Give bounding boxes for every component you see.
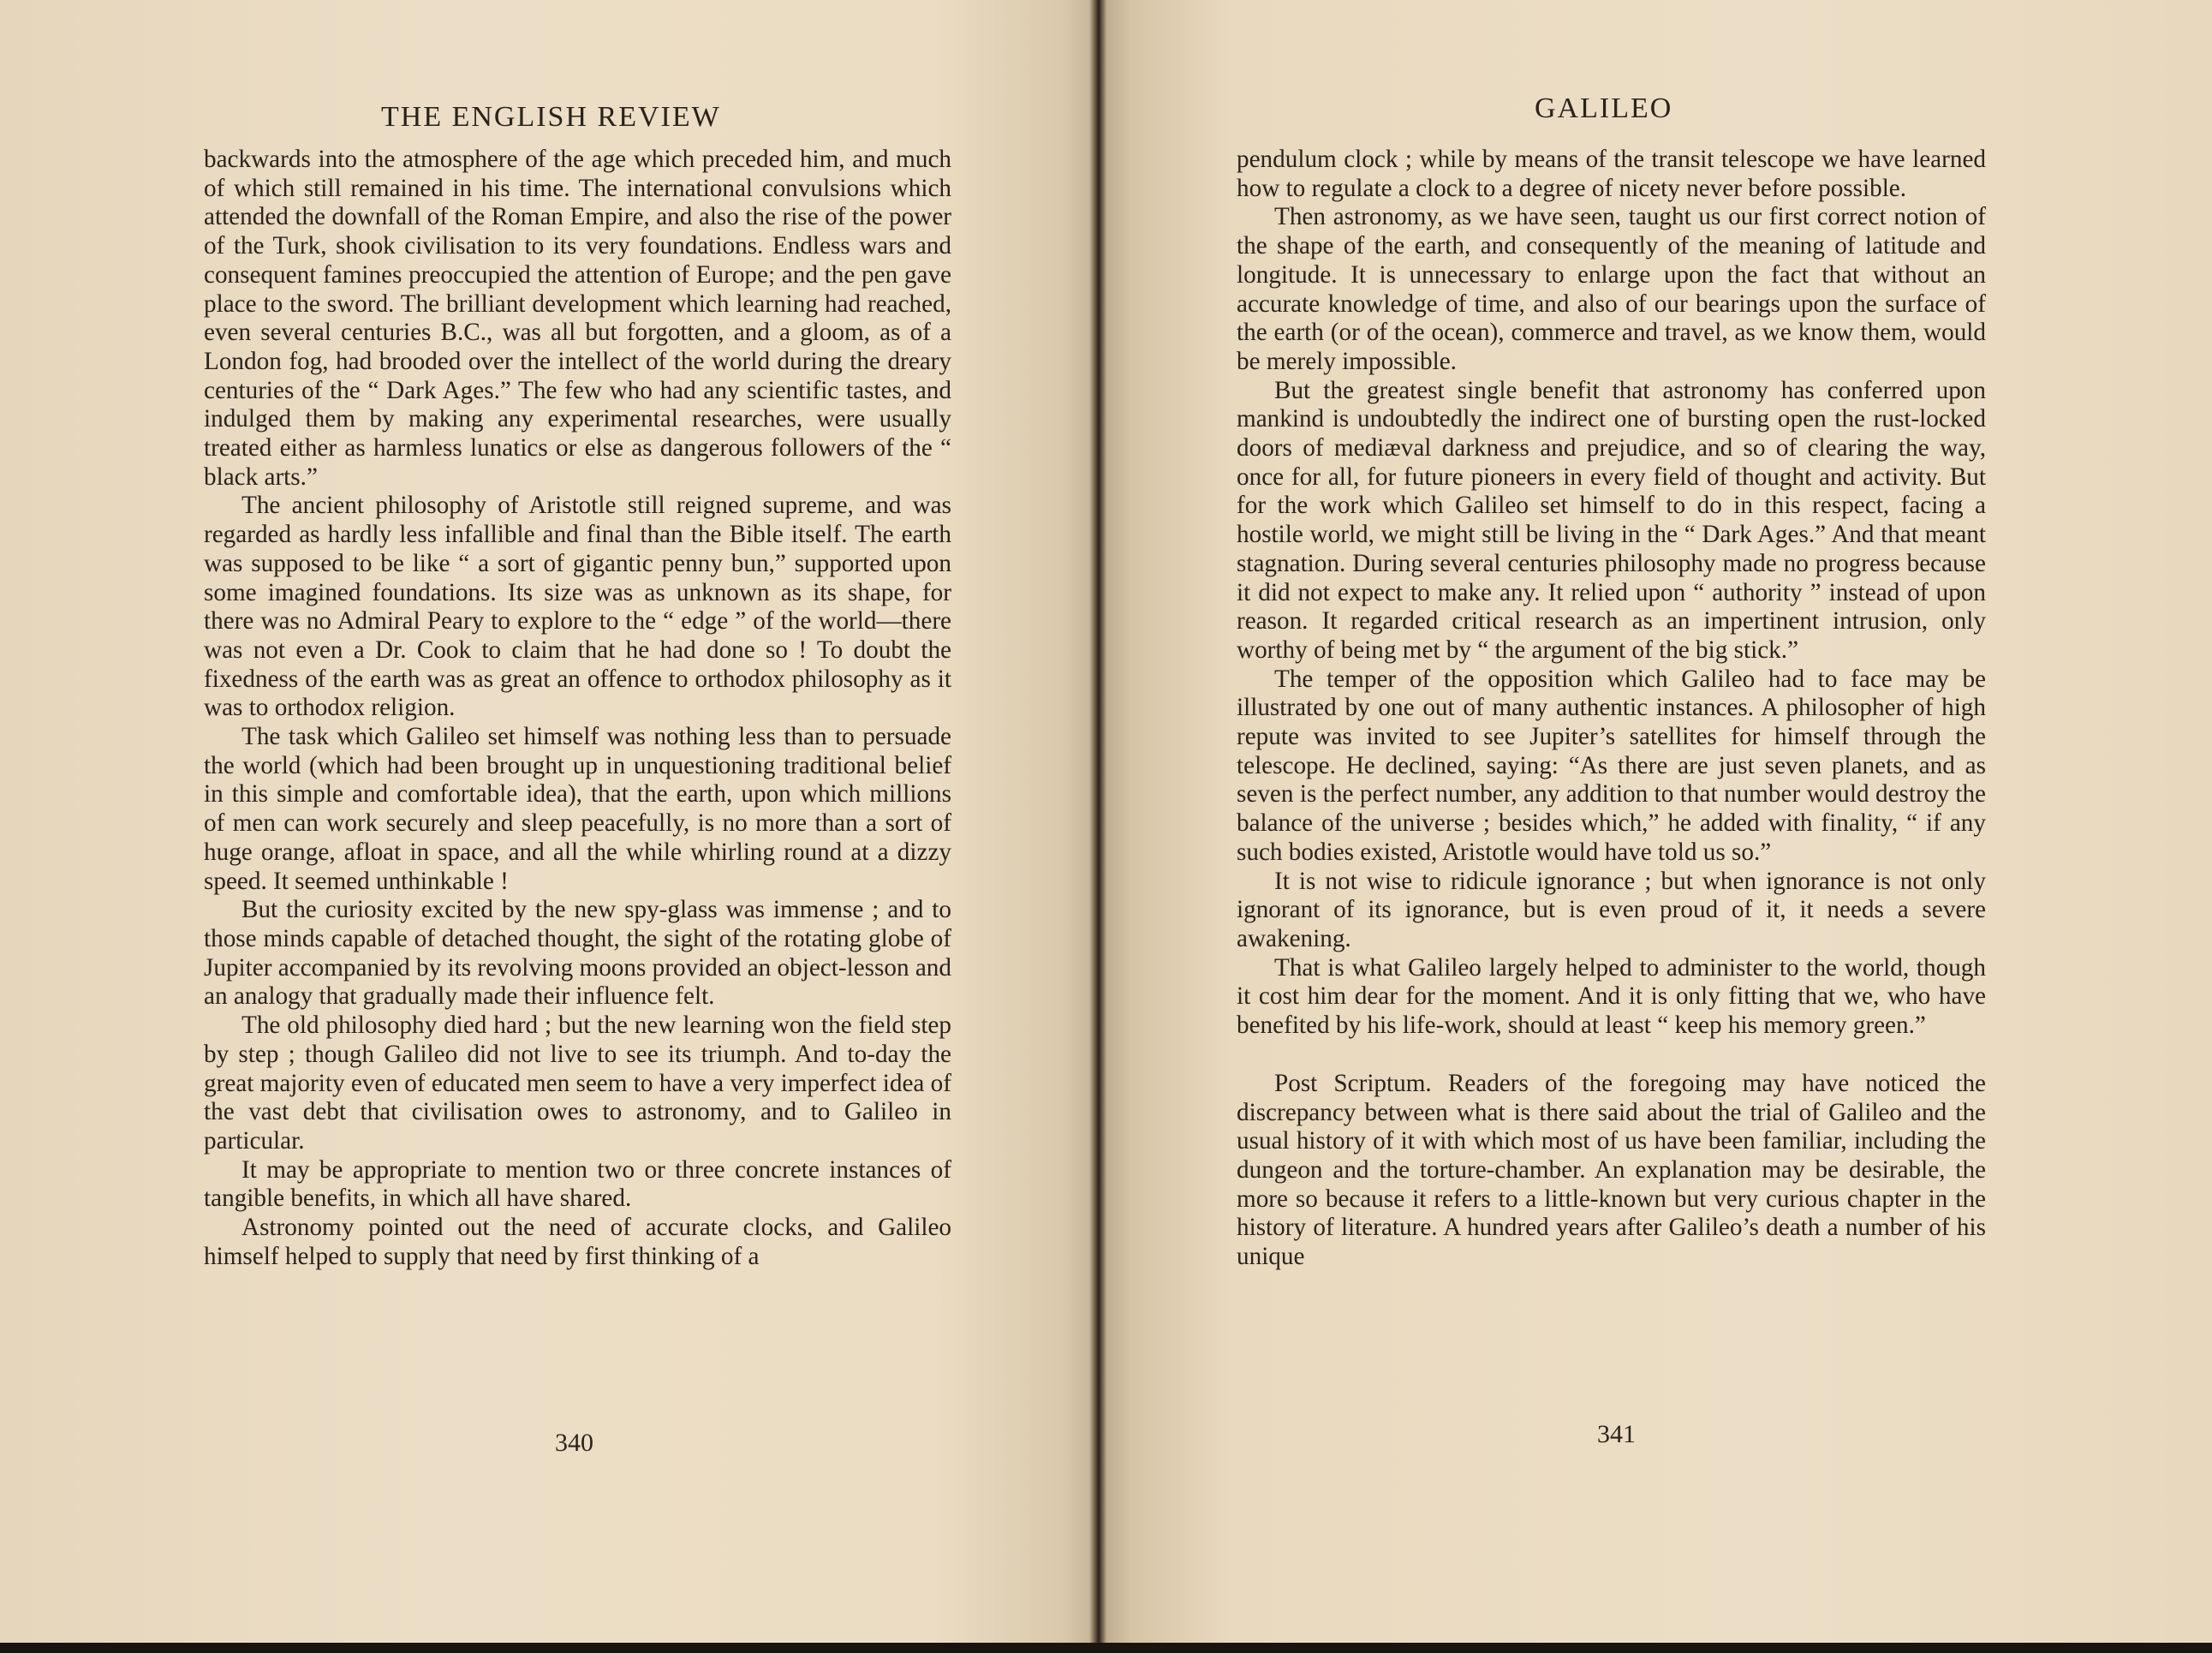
left-paragraph-5: The old philosophy died hard ; but the new learning won the field step by step ; though Galileo did not live to see its triumph. And to-day the great majority even of educated men seem to have a very imperfect idea of the vast debt that civilisation owes to astronomy, and to Galileo in particular. (204, 1011, 951, 1155)
left-paragraph-7: Astronomy pointed out the need of accurate clocks, and Galileo himself helped to supply that need by first thinking of a (204, 1214, 951, 1270)
right-page (1098, 0, 2212, 1643)
left-paragraph-6: It may be appropriate to mention two or three concrete instances of tangible benefits, in which all have shared. (204, 1155, 951, 1213)
left-page-number: 340 (555, 1429, 593, 1457)
right-paragraph-3: But the greatest single benefit that astronomy has conferred upon mankind is undoubtedly the indirect one of bursting open the rust-locked doors of mediæval darkness and prejudice, and so of clearing the way, once for all, for future pioneers in every field of thought and activity. But for the work which Galileo set himself to do in this respect, facing a hostile world, we might still be living in the “ Dark Ages.” And that meant stagnation. During several centuries philosophy made no progress because it did not expect to make any. It relied upon “ authority ” instead of upon reason. It regarded critical research as an impertinent intrusion, only worthy of being met by “ the argument of the big stick.” (1237, 376, 1986, 664)
left-paragraph-2: The ancient philosophy of Aristotle still reigned supreme, and was regarded as hardly less infallible and final than the Bible itself. The earth was supposed to be like “ a sort of gigantic penny bun,” supported upon some imagined foundations. Its size was as unknown as its shape, for there was no Admiral Peary to explore to the “ edge ” of the world—there was not even a Dr. Cook to claim that he had done so ! To doubt the fixedness of the earth was as great an offence to orthodox philosophy as it was to orthodox religion. (204, 492, 951, 722)
right-paragraph-2: Then astronomy, as we have seen, taught us our first correct notion of the shape of the earth, and consequently of the meaning of latitude and longitude. It is unnecessary to enlarge upon the fact that without an accurate knowledge of time, and also of our bearings upon the surface of the earth (or of the ocean), commerce and travel, as we know them, would be merely impossible. (1237, 203, 1986, 375)
right-paragraph-postscript: Post Scriptum. Readers of the foregoing may have noticed the discrepancy between what is there said about the trial of Galileo and the usual history of it with which most of us have been familiar, including the dungeon and the torture-chamber. An explanation may be desirable, the more so because it refers to a little-known but very curious chapter in the history of literature. A hundred years after Galileo’s death a number of his unique (1237, 1069, 1986, 1271)
book-gutter (1089, 0, 1106, 1653)
bottom-edge (0, 1643, 2212, 1653)
left-running-head: THE ENGLISH REVIEW (381, 101, 721, 133)
right-paragraph-4: The temper of the opposition which Galileo had to face may be illustrated by one out of many authentic instances. A philosopher of high repute was invited to see Jupiter’s satellites for himself through the telescope. He declined, saying: “As there are just seven planets, and as seven is the perfect number, any addition to that number would destroy the balance of the universe ; besides which,” he added with finality, “ if any such bodies existed, Aristotle would have told us so.” (1237, 665, 1986, 866)
right-text-block (1237, 146, 1986, 1272)
right-page-number: 341 (1597, 1420, 1636, 1448)
left-paragraph-3: The task which Galileo set himself was nothing less than to persuade the world (which had been brought up in unquestioning traditional belief in this simple and comfortable idea), that the earth, upon which millions of men can work securely and sleep peacefully, is no more than a sort of huge orange, afloat in space, and all the while whirling round at a dizzy speed. It seemed unthinkable ! (204, 723, 951, 895)
left-page (0, 0, 1098, 1643)
right-paragraph-5: It is not wise to ridicule ignorance ; but when ignorance is not only ignorant of its ignorance, but is even proud of it, it needs a severe awakening. (1237, 867, 1986, 952)
right-paragraph-6: That is what Galileo largely helped to administer to the world, though it cost him dear for the moment. And it is only fitting that we, who have benefited by his life-work, should at least “ keep his memory green.” (1237, 953, 1986, 1040)
right-running-head: GALILEO (1535, 92, 1673, 124)
left-text-block (204, 146, 951, 1271)
left-paragraph-4: But the curiosity excited by the new spy-glass was immense ; and to those minds capable of detached thought, the sight of the rotating globe of Jupiter accompanied by its revolving moons provided an object-lesson and an analogy that gradually made their influence felt. (204, 896, 951, 1011)
left-paragraph-1: backwards into the atmosphere of the age which preceded him, and much of which still remained in his time. The international convulsions which attended the downfall of the Roman Empire, and also the rise of the power of the Turk, shook civilisation to its very foundations. Endless wars and consequent famines preoccupied the attention of Europe; and the pen gave place to the sword. The brilliant development which learning had reached, even several centuries B.C., was all but forgotten, and a gloom, as of a London fog, had brooded over the intellect of the world during the dreary centuries of the “ Dark Ages.” The few who had any scientific tastes, and indulged them by making any experimental researches, were usually treated either as harmless lunatics or else as dangerous followers of the “ black arts.” (204, 146, 951, 491)
right-paragraph-1: pendulum clock ; while by means of the transit telescope we have learned how to regulate a clock to a degree of nicety never before possible. (1237, 146, 1986, 202)
